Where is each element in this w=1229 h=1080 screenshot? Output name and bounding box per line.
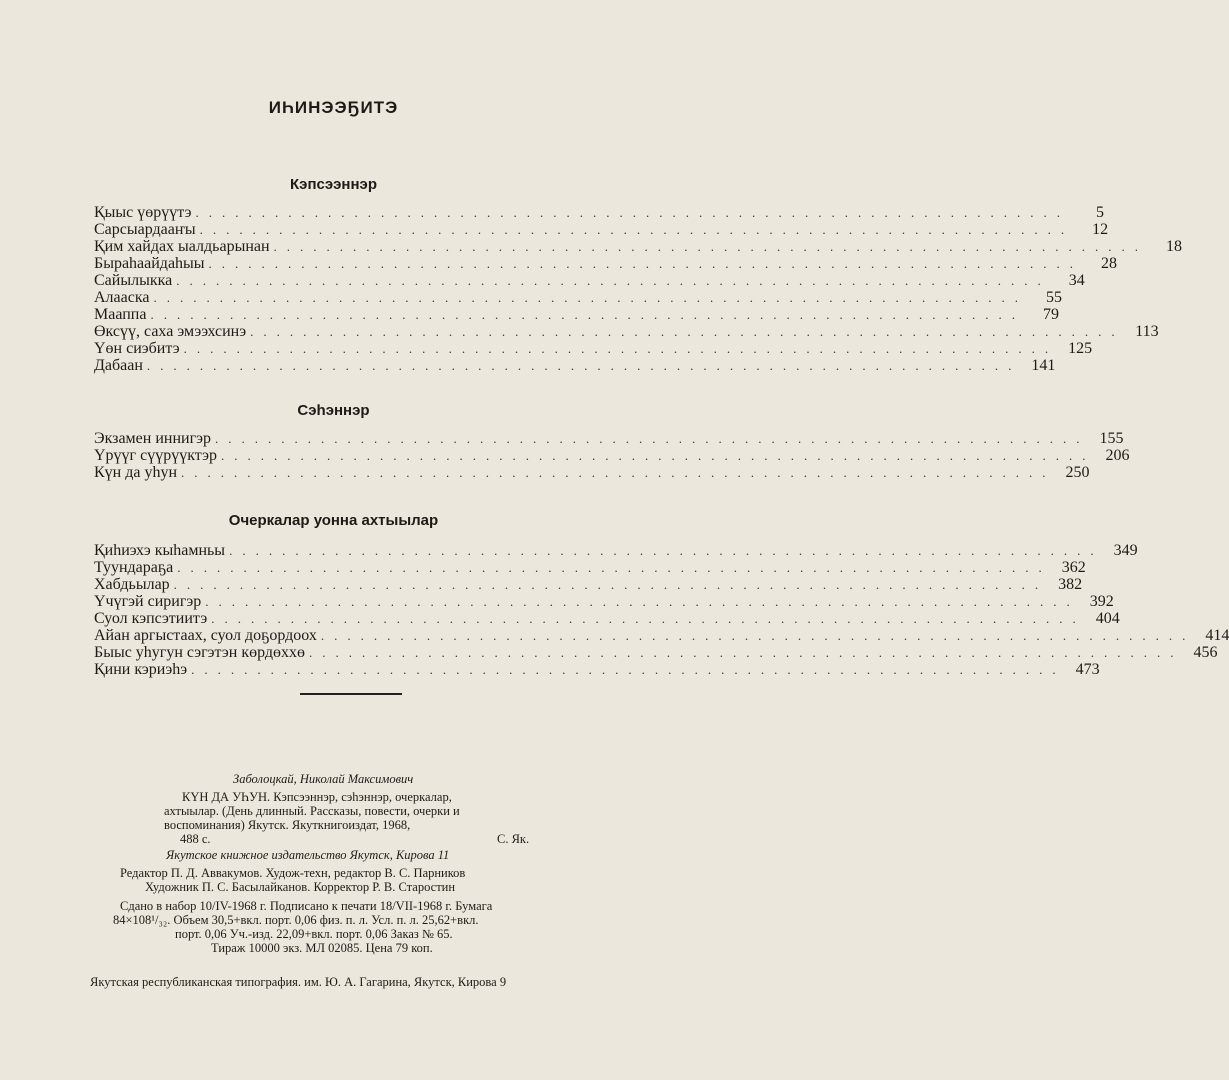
toc-entry-page: 141 <box>1031 357 1056 374</box>
toc-entry: Мааппа .................................................................. 79 <box>94 306 1059 323</box>
toc-entry-page: 456 <box>1193 644 1218 661</box>
imprint-print-line: порт. 0,06 Уч.-изд. 22,09+вкл. порт. 0,06 Заказ № 65. <box>175 927 453 941</box>
toc-entry-page: 382 <box>1058 576 1083 593</box>
toc-list-essays <box>94 542 1229 678</box>
imprint-print-line: Сдано в набор 10/IV-1968 г. Подписано к печати 18/VII-1968 г. Бумага <box>120 899 493 913</box>
toc-entry-title: Сайылыкка <box>94 272 173 289</box>
imprint-printer: Якутская республиканская типография. им. Ю. А. Гагарина, Якутск, Кирова 9 <box>90 975 507 989</box>
imprint-author: Заболоцкай, Николай Максимович <box>233 772 414 786</box>
toc-entry: Быыс уһугун сэгэтэн көрдөххө .................................................................. 456 <box>94 644 1218 661</box>
toc-entry-page: 125 <box>1068 340 1093 357</box>
toc-entry: Туундараҕа .................................................................. 362 <box>94 559 1086 576</box>
toc-entry-title: Экзамен иннигэр <box>94 430 212 447</box>
toc-entry: Қини кэриэһэ .................................................................. 473 <box>94 661 1100 678</box>
toc-entry-page: 55 <box>1045 289 1062 306</box>
divider <box>300 693 402 695</box>
toc-entry-page: 206 <box>1105 447 1130 464</box>
imprint-book-line: воспоминания) Якутск. Якуткнигоиздат, 1968, <box>164 818 411 832</box>
toc-entry-title: Үрүүг сүүрүүктэр <box>94 447 218 464</box>
toc-entry-title: Дабаан <box>94 357 143 374</box>
toc-list-novellas <box>94 430 1130 481</box>
section-heading-stories: Кэпсээннэр <box>290 176 377 193</box>
toc-entry-title: Үчүгэй сиригэр <box>94 593 202 610</box>
toc-entry-title: Үөн сиэбитэ <box>94 340 180 357</box>
toc-entry-title: Быраһаайдаһыы <box>94 255 205 272</box>
toc-entry-page: 155 <box>1099 430 1124 447</box>
toc-entry-page: 5 <box>1096 204 1105 221</box>
imprint-print-line: 84×108¹/₃₂. Объем 30,5+вкл. порт. 0,06 физ. п. л. Усл. п. л. 25,62+вкл. <box>113 913 479 927</box>
toc-entry-page: 414 <box>1205 627 1229 644</box>
toc-entry-title: Сарсыардааҥы <box>94 221 196 238</box>
section-heading-novellas: Сэһэннэр <box>297 402 370 419</box>
toc-entry: Өксүү, саха эмээхсинэ .................................................................. 113 <box>94 323 1159 340</box>
toc-entry: Алааска .................................................................. 55 <box>94 289 1062 306</box>
toc-entry-page: 113 <box>1135 323 1159 340</box>
toc-entry: Дабаан .................................................................. 141 <box>94 357 1056 374</box>
toc-entry-title: Алааска <box>94 289 150 306</box>
toc-entry-page: 392 <box>1089 593 1114 610</box>
toc-entry: Экзамен иннигэр .................................................................. 155 <box>94 430 1124 447</box>
toc-entry-title: Суол кэпсэтиитэ <box>94 610 208 627</box>
imprint-print-line: Тираж 10000 экз. МЛ 02085. Цена 79 коп. <box>211 941 433 955</box>
imprint-publisher: Якутское книжное издательство Якутск, Кирова 11 <box>166 848 450 862</box>
toc-entry: Быраһаайдаһыы .................................................................. 28 <box>94 255 1118 272</box>
toc-entry-page: 12 <box>1092 221 1109 238</box>
toc-entry-page: 473 <box>1075 661 1100 678</box>
imprint-editors: Художник П. С. Басылайканов. Корректор Р. В. Старостин <box>145 880 456 894</box>
toc-entry: Сайылыкка .................................................................. 34 <box>94 272 1085 289</box>
imprint-editors: Редактор П. Д. Аввакумов. Худож-техн, редактор В. С. Парников <box>120 866 466 880</box>
toc-entry: Күн да уһун .................................................................. 250 <box>94 464 1090 481</box>
toc-entry: Айан аргыстаах, суол доҕордоох .................................................................. 414 <box>94 627 1229 644</box>
toc-entry-title: Мааппа <box>94 306 147 323</box>
imprint-book-line: КҮН ДА УҺУН. Кэпсээннэр, сэһэннэр, очеркалар, <box>182 790 452 804</box>
toc-entry-title: Қыыс үөрүүтэ <box>94 204 192 221</box>
toc-entry: Үчүгэй сиригэр .................................................................. 392 <box>94 593 1114 610</box>
toc-entry: Сарсыардааҥы .................................................................. 12 <box>94 221 1109 238</box>
toc-entry-page: 28 <box>1101 255 1118 272</box>
toc-entry: Үөн сиэбитэ .................................................................. 125 <box>94 340 1093 357</box>
toc-entry-title: Туундараҕа <box>94 559 174 576</box>
toc-entry-page: 362 <box>1061 559 1086 576</box>
toc-entry-title: Быыс уһугун сэгэтэн көрдөххө <box>94 644 306 661</box>
toc-entry-title: Қиһиэхэ кыһамньы <box>94 542 226 559</box>
toc-entry: Қыыс үөрүүтэ .................................................................. 5 <box>94 204 1105 221</box>
toc-entry-page: 404 <box>1095 610 1120 627</box>
toc-entry-title: Қим хайдах ыалдьарынан <box>94 238 270 255</box>
toc-entry-title: Күн да уһун <box>94 464 178 481</box>
toc-entry-title: Айан аргыстаах, суол доҕордоох <box>94 627 317 644</box>
toc-list-stories <box>94 204 1183 374</box>
toc-entry-page: 18 <box>1166 238 1183 255</box>
toc-entry: Хабдьылар .................................................................. 382 <box>94 576 1083 593</box>
section-heading-essays: Очеркалар уонна ахтыылар <box>228 512 439 529</box>
toc-entry-title: Қини кэриэһэ <box>94 661 188 678</box>
toc-entry-page: 349 <box>1113 542 1138 559</box>
toc-entry-title: Өксүү, саха эмээхсинэ <box>94 323 247 340</box>
toc-entry: Суол кэпсэтиитэ .................................................................. 404 <box>94 610 1120 627</box>
imprint-classification: С. Як. <box>497 832 530 846</box>
toc-entry: Қим хайдах ыалдьарынан .................................................................. 18 <box>94 238 1183 255</box>
imprint-book-line: ахтыылар. (День длинный. Рассказы, повести, очерки и <box>164 804 460 818</box>
toc-entry-title: Хабдьылар <box>94 576 170 593</box>
toc-entry: Үрүүг сүүрүүктэр .................................................................. 206 <box>94 447 1130 464</box>
imprint-pages: 488 с. <box>180 832 211 846</box>
toc-entry-page: 34 <box>1068 272 1085 289</box>
toc-entry: Қиһиэхэ кыһамньы .................................................................. 349 <box>94 542 1138 559</box>
toc-entry-page: 250 <box>1065 464 1090 481</box>
page-title: ИҺИНЭЭҔИТЭ <box>268 98 399 117</box>
toc-entry-page: 79 <box>1042 306 1059 323</box>
